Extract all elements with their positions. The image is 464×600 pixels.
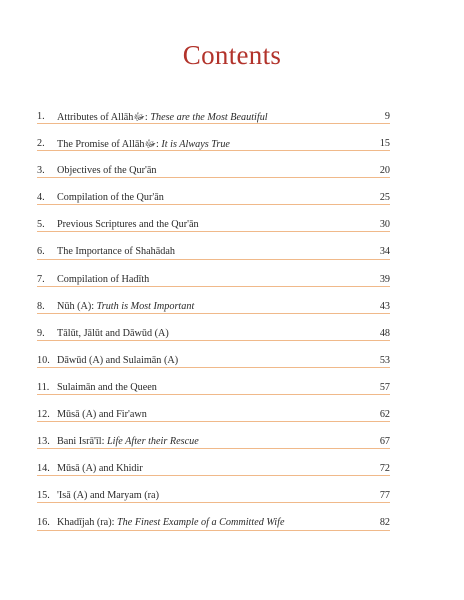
- entry-title: [57, 165, 156, 176]
- entry-title-main: Dāwūd (A) and Sulaimān (A): [57, 354, 179, 366]
- entry-title-main: Compilation of Hadīth: [57, 273, 150, 285]
- toc-entry[interactable]: [37, 205, 390, 232]
- entry-page-number: 48: [379, 327, 390, 339]
- toc-entry[interactable]: [37, 97, 390, 124]
- entry-page-number: 53: [379, 354, 390, 366]
- entry-title-main: Bani Isrā'īl: [57, 436, 102, 448]
- entry-title-main: The Promise of Allāh: [57, 139, 145, 151]
- entry-number: 13.: [37, 436, 50, 448]
- toc-entry[interactable]: [37, 151, 390, 178]
- entry-title: [57, 246, 175, 257]
- entry-separator: :: [111, 517, 117, 529]
- entry-title: [57, 328, 169, 339]
- toc-entry[interactable]: [37, 395, 390, 422]
- entry-subtitle: These are the Most Beautiful: [150, 112, 268, 123]
- entry-title-main: Compilation of the Qur'ān: [57, 192, 164, 204]
- entry-page-number: 9: [384, 111, 390, 122]
- entry-title: [57, 463, 143, 474]
- toc-list: [37, 97, 390, 531]
- entry-number: 12.: [37, 409, 50, 421]
- entry-page-number: 72: [379, 463, 390, 475]
- entry-page-number: 43: [379, 300, 390, 312]
- entry-page-number: 34: [379, 246, 390, 258]
- entry-subtitle: Life After their Rescue: [106, 436, 199, 448]
- entry-title-main: The Importance of Shahādah: [57, 246, 175, 258]
- entry-title-main: Sulaimān and the Queen: [57, 381, 157, 393]
- entry-page-number: 62: [379, 409, 390, 421]
- entry-title-main: Previous Scriptures and the Qur'ān: [57, 219, 199, 231]
- entry-number: 8.: [37, 300, 45, 312]
- entry-number: 15.: [37, 490, 50, 502]
- entry-number: 9.: [37, 327, 45, 339]
- entry-separator: :: [91, 300, 97, 312]
- toc-entry[interactable]: [37, 503, 390, 530]
- honorific-symbol: ﷻ: [133, 112, 145, 123]
- entry-number: 14.: [37, 463, 50, 475]
- entry-page-number: 30: [379, 219, 390, 231]
- entry-title: [57, 192, 164, 203]
- entry-number: 10.: [37, 354, 50, 366]
- entry-title-main: 'Isā (A) and Maryam (ra): [57, 490, 159, 502]
- entry-title: [57, 355, 178, 366]
- entry-separator: :: [101, 436, 107, 448]
- toc-entry[interactable]: [37, 422, 390, 449]
- entry-title: [57, 301, 194, 312]
- toc-entry[interactable]: [37, 260, 390, 287]
- entry-number: 2.: [37, 138, 45, 150]
- toc-entry[interactable]: [37, 124, 390, 151]
- entry-separator: :: [144, 112, 151, 123]
- entry-title: [57, 409, 147, 420]
- entry-page-number: 25: [379, 192, 390, 204]
- entry-number: 16.: [37, 517, 50, 529]
- entry-page-number: 20: [379, 165, 390, 177]
- entry-title-main: Tālūt, Jālūt and Dāwūd (A): [57, 327, 169, 339]
- entry-number: 7.: [37, 273, 45, 285]
- entry-title-main: Mūsā (A) and Khidir: [57, 463, 143, 475]
- entry-title-main: Nūh (A): [57, 300, 92, 312]
- entry-title: [57, 490, 159, 501]
- entry-page-number: 82: [379, 517, 390, 529]
- entry-page-number: 57: [379, 381, 390, 393]
- entry-number: 5.: [37, 219, 45, 231]
- entry-title-main: Mūsā (A) and Fir'awn: [57, 409, 147, 421]
- entry-title-main: Objectives of the Qur'ān: [57, 165, 157, 177]
- entry-page-number: 15: [379, 138, 390, 150]
- entry-title: [57, 219, 199, 230]
- toc-entry[interactable]: [37, 287, 390, 314]
- toc-entry[interactable]: [37, 449, 390, 476]
- entry-number: 3.: [37, 165, 45, 177]
- entry-title-main: Khadījah (ra): [57, 517, 112, 529]
- toc-entry[interactable]: [37, 232, 390, 259]
- entry-subtitle: It is Always True: [161, 139, 230, 151]
- toc-entry[interactable]: [37, 178, 390, 205]
- entry-number: 11.: [37, 381, 50, 393]
- entry-page-number: 39: [379, 273, 390, 285]
- entry-title: [57, 436, 199, 447]
- entry-title: [57, 274, 149, 285]
- entry-subtitle: The Finest Example of a Committed Wife: [116, 517, 285, 529]
- toc-entry[interactable]: [37, 341, 390, 368]
- toc-entry[interactable]: [37, 314, 390, 341]
- page-title: Contents: [182, 40, 282, 70]
- entry-title: [57, 517, 285, 528]
- entry-separator: :: [155, 139, 162, 151]
- entry-number: 6.: [37, 246, 45, 258]
- entry-title-main: Attributes of Allāh: [57, 112, 134, 123]
- entry-subtitle: Truth is Most Important: [96, 300, 195, 312]
- entry-title: [57, 382, 157, 393]
- entry-number: 4.: [37, 192, 45, 204]
- entry-page-number: 67: [379, 436, 390, 448]
- honorific-symbol: ﷻ: [144, 139, 156, 151]
- entry-number: 1.: [37, 111, 45, 122]
- toc-entry[interactable]: [37, 476, 390, 503]
- entry-page-number: 77: [379, 490, 390, 502]
- toc-entry[interactable]: [37, 368, 390, 395]
